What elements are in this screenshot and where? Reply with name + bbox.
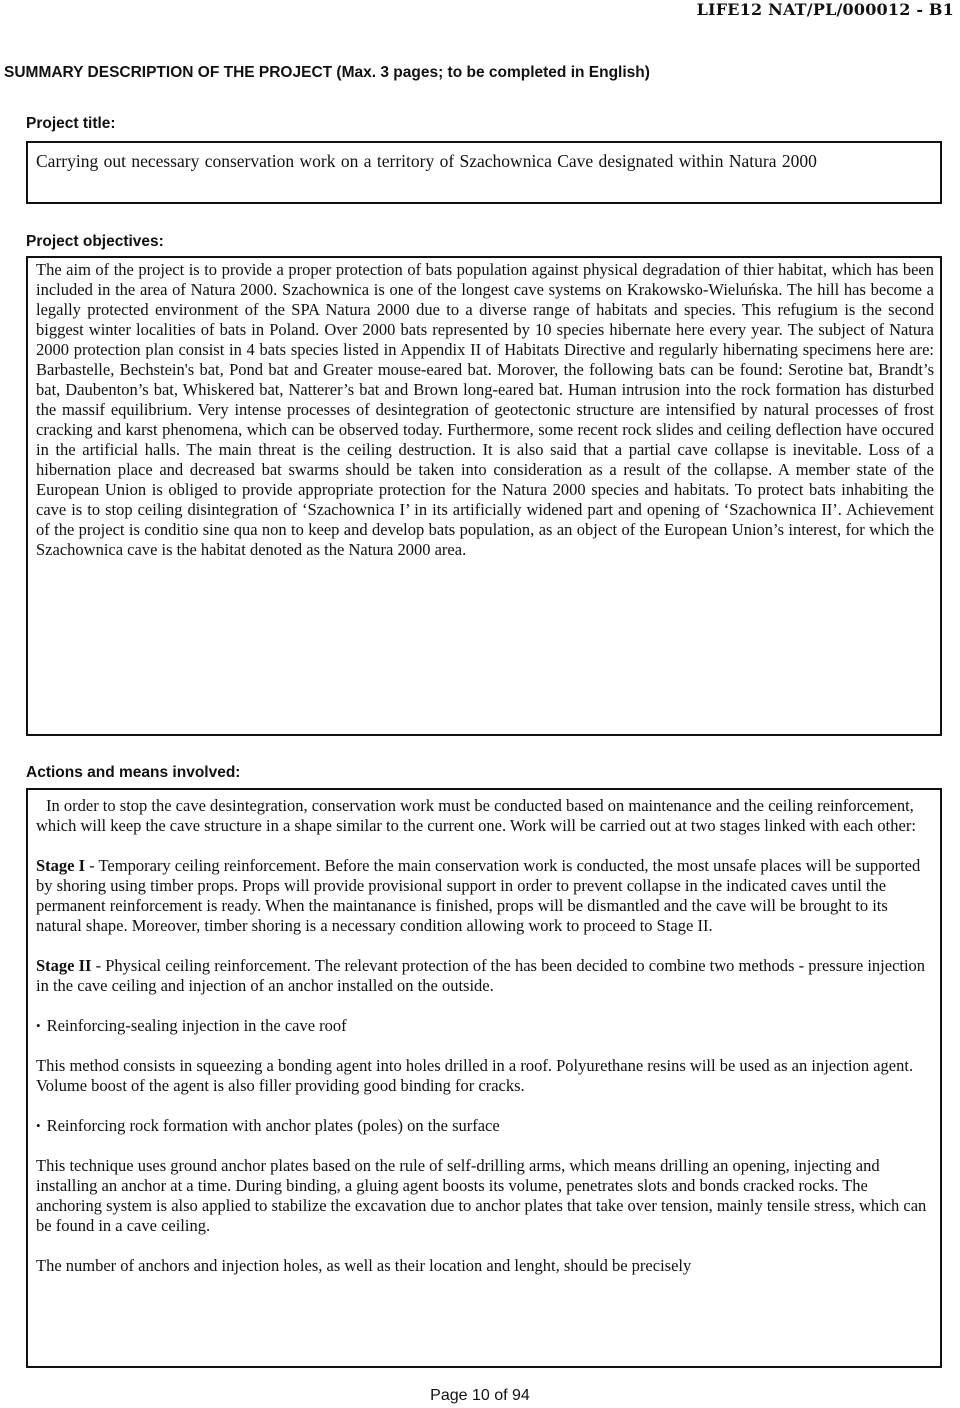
- stage-1-paragraph: [36, 856, 932, 936]
- actions-box: [26, 788, 942, 1368]
- bullet-icon: •: [36, 1118, 41, 1133]
- bullet-1-label: Reinforcing-sealing injection in the cave roof: [46, 1016, 347, 1035]
- project-title-label: Project title:: [26, 115, 116, 132]
- actions-intro: In order to stop the cave desintegration, conservation work must be conducted based on maintenance and the ceiling reinforcement, which will keep the cave structure in a shape similar to the current one. Work will be carried out at two stages linked with each other:: [36, 796, 916, 835]
- project-objectives-label: Project objectives:: [26, 233, 164, 250]
- actions-closing: The number of anchors and injection holes, as well as their location and lenght, should be precisely: [36, 1256, 692, 1275]
- project-title-box: [26, 141, 942, 204]
- project-title-text: Carrying out necessary conservation work on a territory of Szachownica Cave designated within Natura 2000: [36, 151, 817, 171]
- stage-2-name: Stage II: [36, 956, 92, 975]
- stage-1-text: - Temporary ceiling reinforcement. Before the main conservation work is conducted, the most unsafe places will be supported by shoring using timber props. Props will provide provisional support in order to prevent collapse in the indicated caves until the permanent reinforcement is ready. When the maintanance is finished, props will be dismantled and the cave will be brought to its natural shape. Moreover, timber shoring is a necessary condition allowing work to proceed to Stage II.: [36, 856, 921, 935]
- bullet-1-text: This method consists in squeezing a bonding agent into holes drilled in a roof. Polyurethane resins will be used as an injection agent. Volume boost of the agent is also filler providing good binding for cracks.: [36, 1056, 914, 1095]
- stage-2-text: - Physical ceiling reinforcement. The relevant protection of the has been decided to combine two methods - pressure injection in the cave ceiling and injection of an anchor installed on the outside.: [36, 956, 926, 995]
- project-objectives-text: The aim of the project is to provide a proper protection of bats population against physical degradation of thier habitat, which has been included in the area of Natura 2000. Szachownica is one of the longest cave systems on Krakowsko-Wieluńska. The hill has become a legally protected environment of the SPA Natura 2000 due to a diverse range of habitats and species. This refugium is the second biggest winter localities of bats in Poland. Over 2000 bats represented by 10 species hibernate here every year. The subject of Natura 2000 protection plan consist in 4 bats species listed in Appendix II of Habitats Directive and regularly hibernating specimens here are: Barbastelle, Bechstein's bat, Pond bat and Greater mouse-eared bat. Morover, the following bats can be found: Serotine bat, Brandt’s bat, Daubenton’s bat, Whiskered bat, Natterer’s bat and Brown long-eared bat. Human intrusion into the rock formation has disturbed the massif equilibrium. Very intense processes of desintegration of geotectonic structure are intensified by natural processes of frost cracking and karst phenomena, which can be observed today. Furthermore, some recent rock slides and ceiling deflection have occured in the artificial halls. The main threat is the ceiling destruction. It is also said that a partial cave collapse is inevitable. Loss of a hibernation place and decreased bat swarms should be taken into consideration as a result of the collapse. A member state of the European Union is obliged to provide appropriate protection for the Natura 2000 species and habitats. To protect bats inhabiting the cave is to stop ceiling disintegration of ‘Szachownica I’ in its artificially widened part and opening of ‘Szachownica II’. Achievement of the project is conditio sine qua non to keep and develop bats population, as an object of the European Union’s interest, for which the Szachownica cave is the habitat denoted as the Natura 2000 area.: [36, 260, 934, 559]
- bullet-icon: •: [36, 1018, 41, 1033]
- document-id: LIFE12 NAT/PL/000012 - B1: [696, 0, 954, 19]
- bullet-2-label: Reinforcing rock formation with anchor plates (poles) on the surface: [46, 1116, 500, 1135]
- page-number: Page 10 of 94: [430, 1387, 530, 1404]
- stage-1-name: Stage I: [36, 856, 86, 875]
- project-objectives-box: [26, 256, 942, 736]
- bullet-2-text: This technique uses ground anchor plates based on the rule of self-drilling arms, which means drilling an opening, injecting and installing an anchor at a time. During binding, a gluing agent boosts its volume, penetrates slots and bonds cracked rocks. The anchoring system is also applied to stabilize the excavation due to anchor plates that take over tension, mainly tensile stress, which can be found in a cave ceiling.: [36, 1156, 927, 1235]
- actions-label: Actions and means involved:: [26, 764, 241, 781]
- bullet-1-heading: [36, 1016, 932, 1036]
- summary-heading: SUMMARY DESCRIPTION OF THE PROJECT (Max. 3 pages; to be completed in English): [4, 64, 650, 81]
- bullet-2-heading: [36, 1116, 932, 1136]
- stage-2-paragraph: [36, 956, 932, 996]
